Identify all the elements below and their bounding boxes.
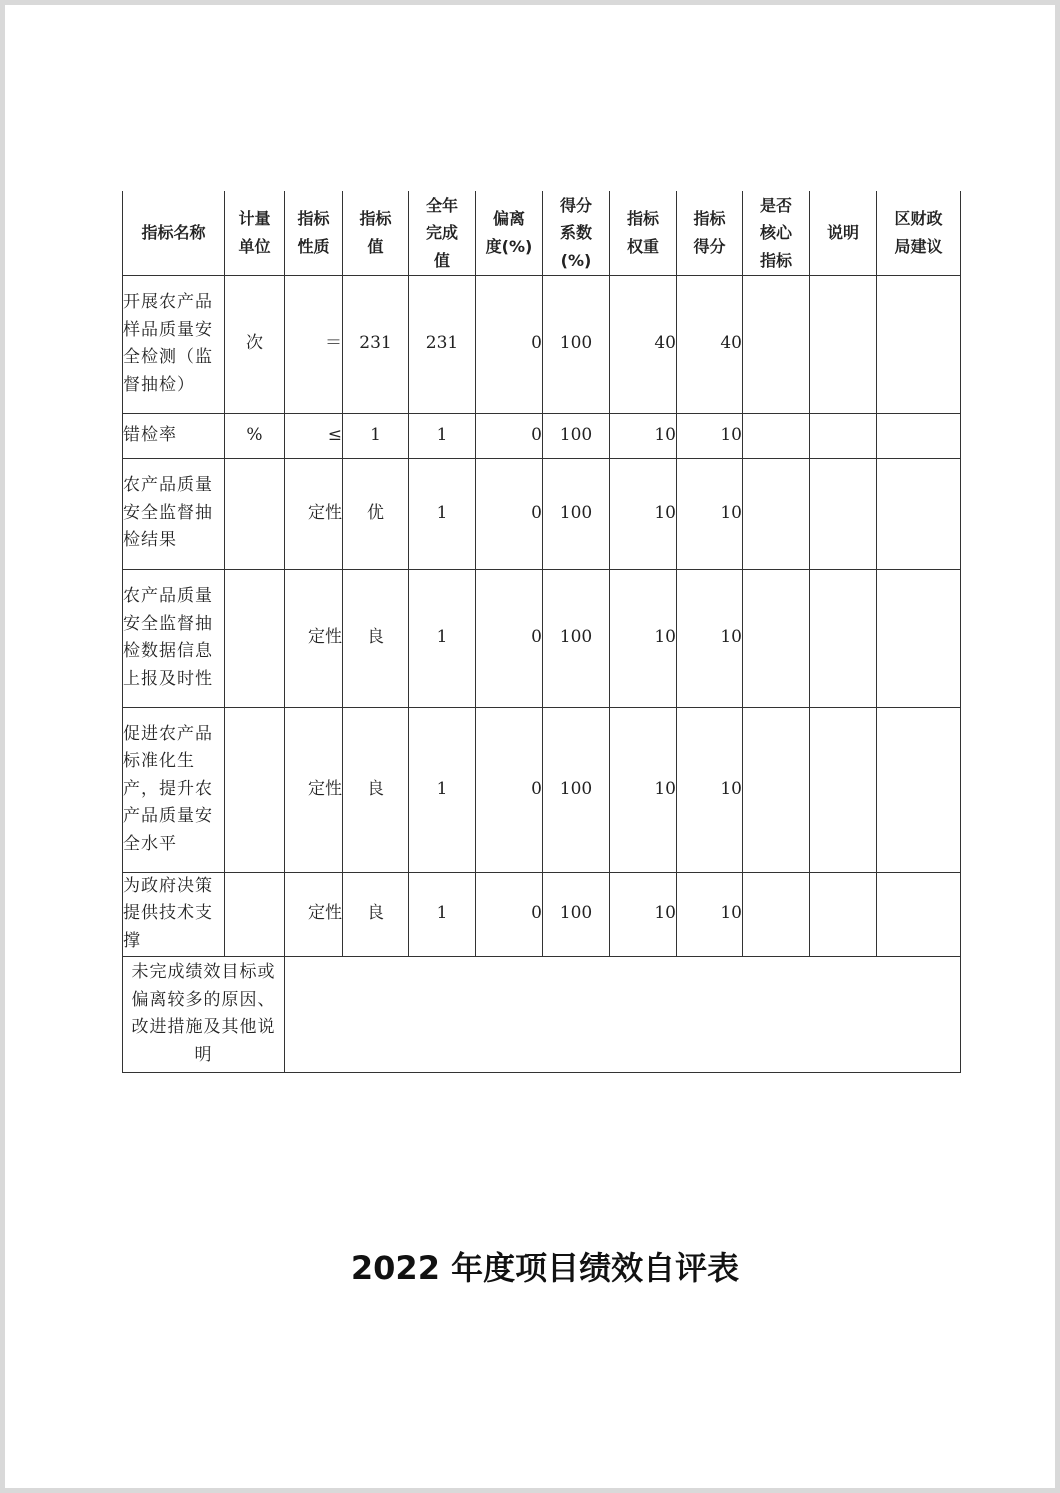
table-row [123, 275, 961, 413]
table-row [123, 872, 961, 956]
target-cell: 优 [343, 458, 409, 569]
weight-cell: 10 [610, 707, 677, 872]
header-core: 是否 核心 指标 [743, 191, 810, 275]
weight-cell: 10 [610, 413, 677, 458]
page-title: 2022 年度项目绩效自评表 [350, 1249, 740, 1287]
indicator-name-cell: 农产品质量安全监督抽检结果 [123, 458, 225, 569]
coefficient-cell: 100 [543, 275, 610, 413]
weight-cell: 10 [610, 872, 677, 956]
indicator-name-cell: 促进农产品标准化生产，提升农产品质量安全水平 [123, 707, 225, 872]
coefficient-cell: 100 [543, 872, 610, 956]
actual-cell: 1 [409, 413, 476, 458]
advice-cell [877, 413, 961, 458]
target-cell: 良 [343, 569, 409, 707]
header-score: 指标 得分 [677, 191, 743, 275]
core-cell [743, 275, 810, 413]
deviation-cell: 0 [476, 569, 543, 707]
indicator-name-cell: 为政府决策提供技术支撑 [123, 872, 225, 956]
note-cell [810, 707, 877, 872]
header-weight: 指标 权重 [610, 191, 677, 275]
header-deviation: 偏离 度(%) [476, 191, 543, 275]
note-cell [810, 275, 877, 413]
note-cell [810, 569, 877, 707]
core-cell [743, 458, 810, 569]
table-row [123, 569, 961, 707]
weight-cell: 10 [610, 458, 677, 569]
nature-cell: ＝ [285, 275, 343, 413]
deviation-cell: 0 [476, 413, 543, 458]
footer-label: 未完成绩效目标或偏离较多的原因、改进措施及其他说明 [123, 956, 285, 1072]
unit-cell [225, 872, 285, 956]
header-nature: 指标 性质 [285, 191, 343, 275]
score-cell: 10 [677, 413, 743, 458]
unit-cell [225, 569, 285, 707]
core-cell [743, 707, 810, 872]
core-cell [743, 569, 810, 707]
header-note: 说明 [810, 191, 877, 275]
header-indicator-name: 指标名称 [123, 191, 225, 275]
indicator-name-cell: 农产品质量安全监督抽检数据信息上报及时性 [123, 569, 225, 707]
score-cell: 40 [677, 275, 743, 413]
coefficient-cell: 100 [543, 569, 610, 707]
core-cell [743, 872, 810, 956]
target-cell: 良 [343, 707, 409, 872]
score-cell: 10 [677, 458, 743, 569]
header-target: 指标 值 [343, 191, 409, 275]
actual-cell: 1 [409, 458, 476, 569]
actual-cell: 1 [409, 707, 476, 872]
table-row [123, 413, 961, 458]
header-unit: 计量 单位 [225, 191, 285, 275]
unit-cell [225, 458, 285, 569]
core-cell [743, 413, 810, 458]
footer-row [123, 956, 961, 1072]
nature-cell: ≤ [285, 413, 343, 458]
indicator-name-cell: 错检率 [123, 413, 225, 458]
unit-cell [225, 707, 285, 872]
score-cell: 10 [677, 707, 743, 872]
advice-cell [877, 458, 961, 569]
footer-value [285, 956, 961, 1072]
unit-cell: 次 [225, 275, 285, 413]
header-actual: 全年 完成 值 [409, 191, 476, 275]
advice-cell [877, 707, 961, 872]
target-cell: 1 [343, 413, 409, 458]
coefficient-cell: 100 [543, 458, 610, 569]
actual-cell: 231 [409, 275, 476, 413]
table-row [123, 458, 961, 569]
table-row [123, 707, 961, 872]
advice-cell [877, 872, 961, 956]
coefficient-cell: 100 [543, 707, 610, 872]
nature-cell: 定性 [285, 569, 343, 707]
header-coefficient: 得分 系数 (%) [543, 191, 610, 275]
advice-cell [877, 569, 961, 707]
note-cell [810, 458, 877, 569]
deviation-cell: 0 [476, 275, 543, 413]
performance-table [122, 191, 961, 1073]
score-cell: 10 [677, 569, 743, 707]
advice-cell [877, 275, 961, 413]
deviation-cell: 0 [476, 458, 543, 569]
target-cell: 良 [343, 872, 409, 956]
deviation-cell: 0 [476, 872, 543, 956]
table-header-row [123, 191, 961, 275]
indicator-name-cell: 开展农产品样品质量安全检测（监督抽检） [123, 275, 225, 413]
unit-cell: % [225, 413, 285, 458]
deviation-cell: 0 [476, 707, 543, 872]
actual-cell: 1 [409, 569, 476, 707]
nature-cell: 定性 [285, 458, 343, 569]
note-cell [810, 872, 877, 956]
note-cell [810, 413, 877, 458]
weight-cell: 10 [610, 569, 677, 707]
nature-cell: 定性 [285, 872, 343, 956]
header-advice: 区财政 局建议 [877, 191, 961, 275]
nature-cell: 定性 [285, 707, 343, 872]
score-cell: 10 [677, 872, 743, 956]
weight-cell: 40 [610, 275, 677, 413]
actual-cell: 1 [409, 872, 476, 956]
target-cell: 231 [343, 275, 409, 413]
coefficient-cell: 100 [543, 413, 610, 458]
document-page [5, 5, 1055, 1488]
